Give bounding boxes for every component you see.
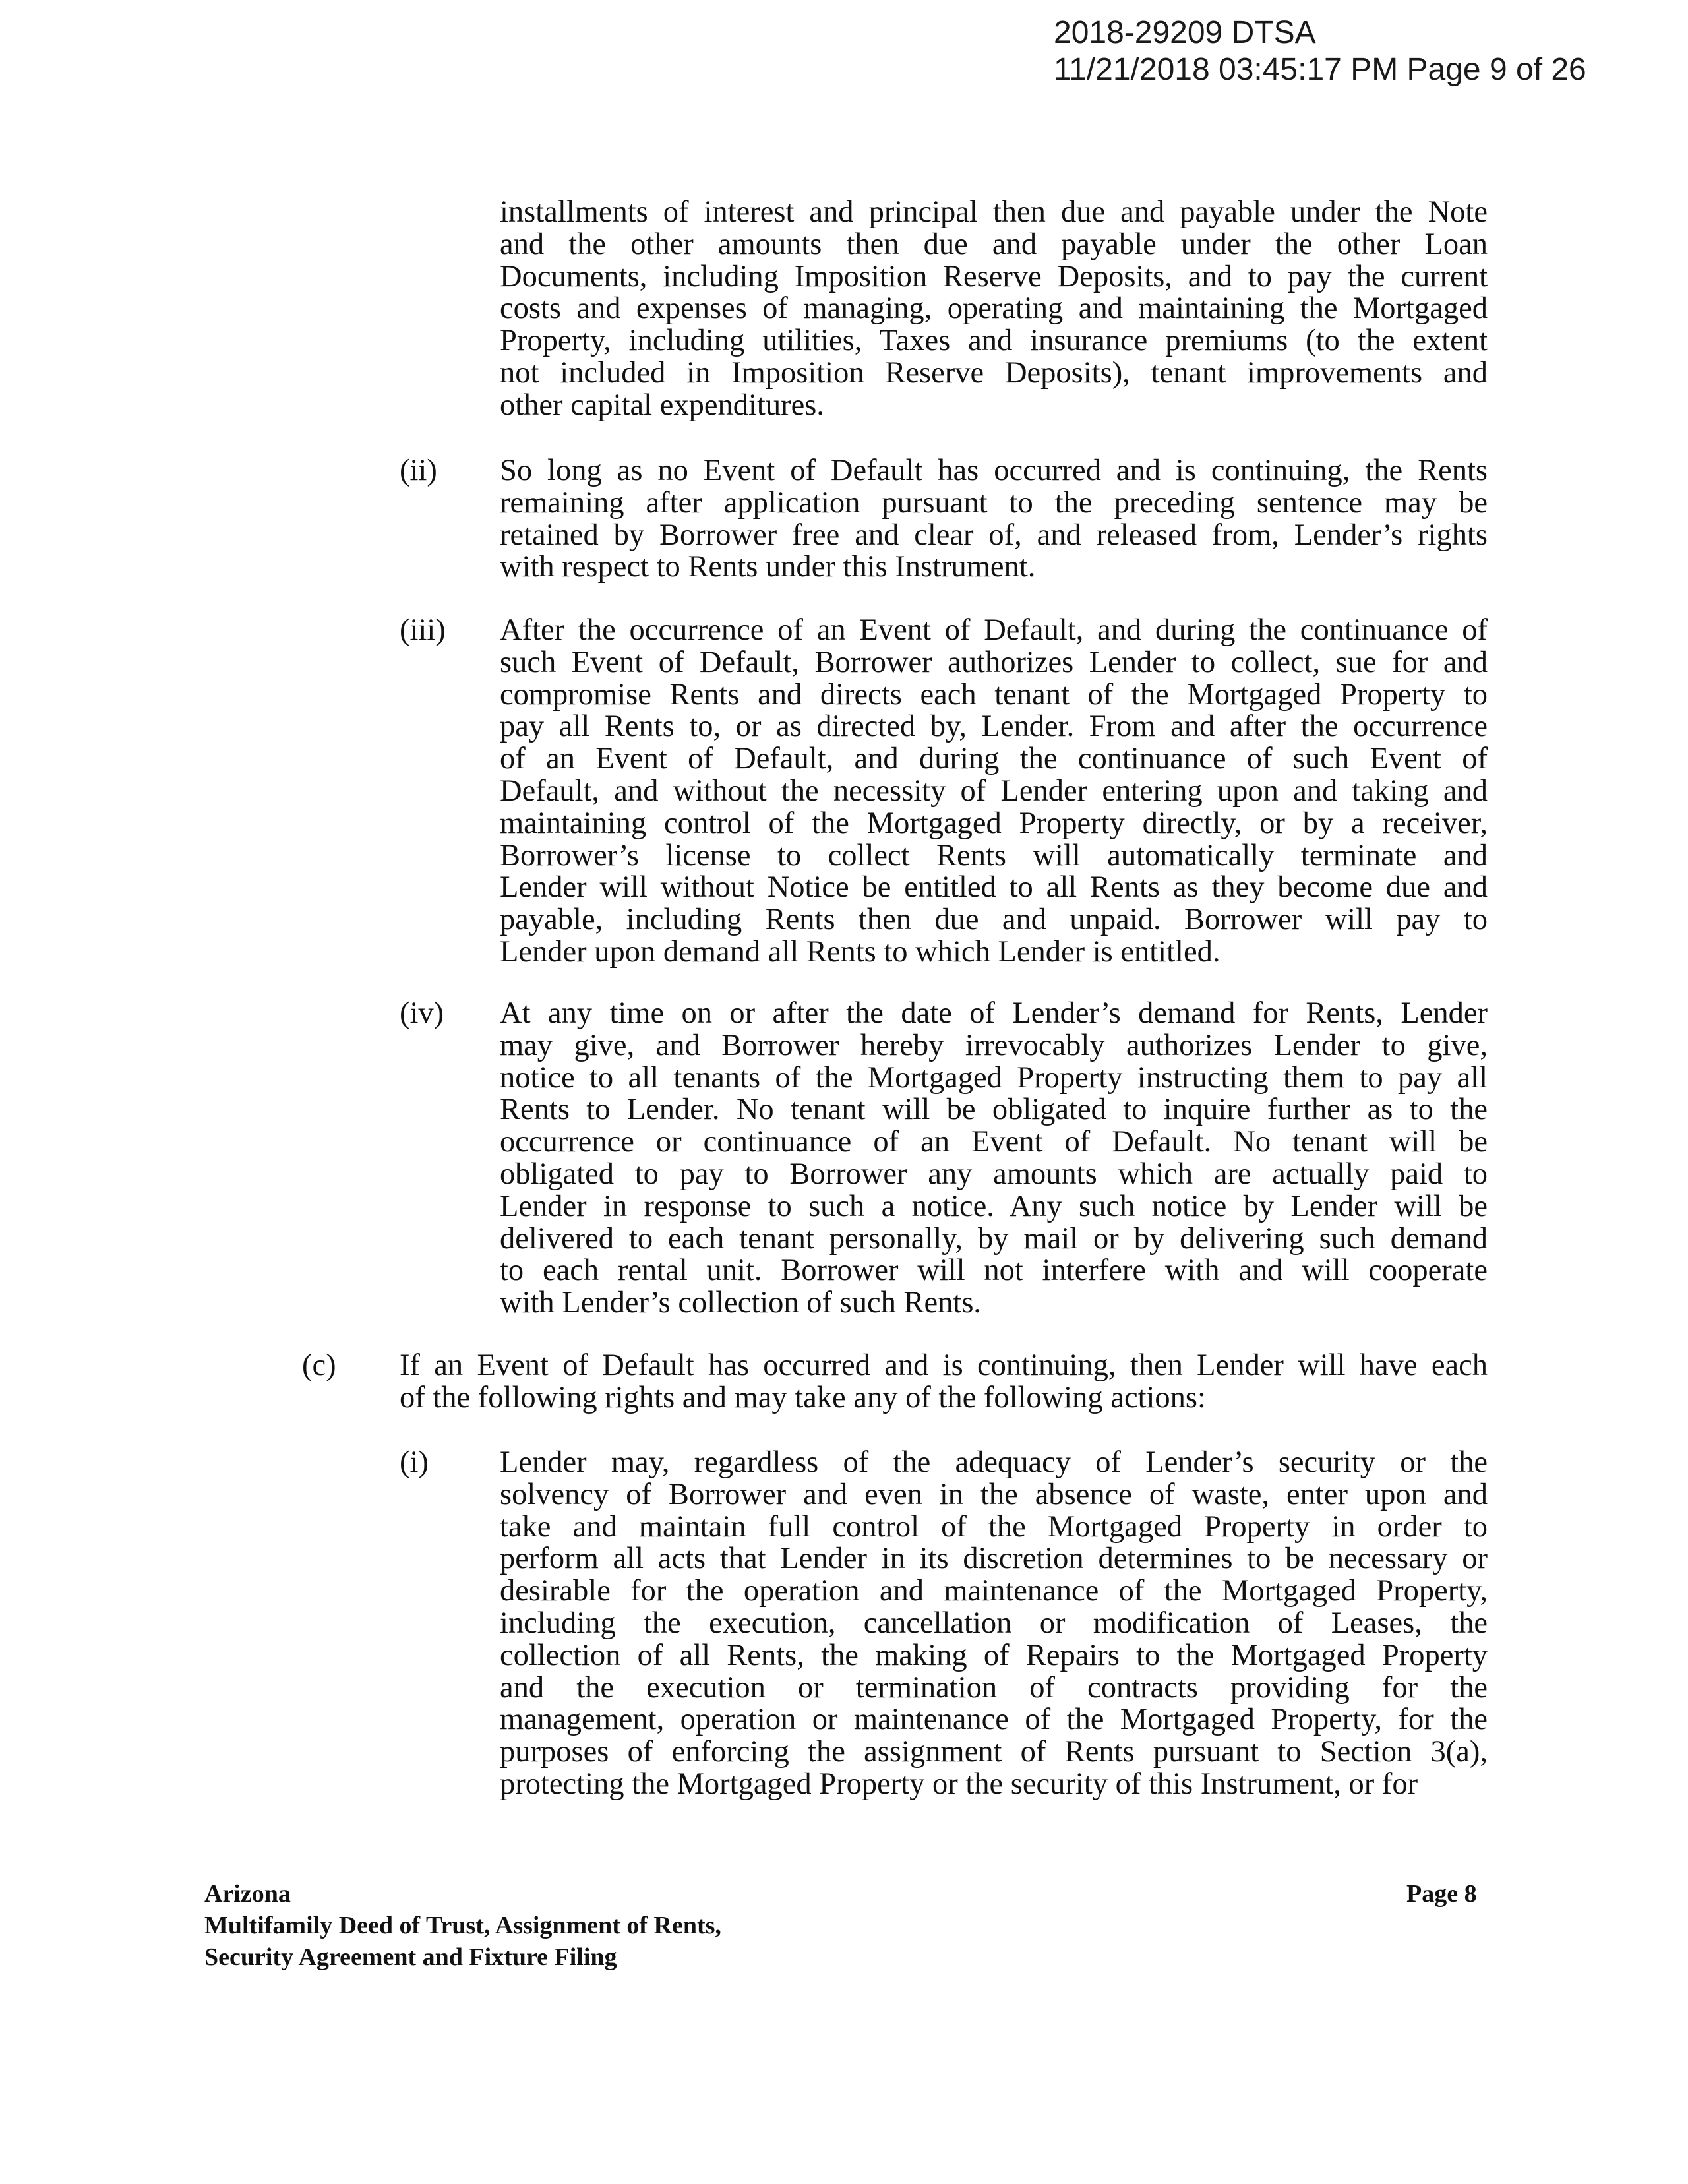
- text-line: with Lender’s collection of such Rents.: [500, 1286, 982, 1320]
- text-line: may give, and Borrower hereby irrevocably authorizes Lender to give,: [500, 1028, 1488, 1062]
- text-line: and the other amounts then due and payable under the other Loan: [500, 227, 1488, 261]
- text-line: obligated to pay to Borrower any amounts which are actually paid to: [500, 1157, 1488, 1191]
- text-line: including the execution, cancellation or modification of Leases, the: [500, 1606, 1488, 1640]
- text-line: delivered to each tenant personally, by mail or by delivering such demand: [500, 1221, 1488, 1256]
- text-line: with respect to Rents under this Instrument.: [500, 550, 1036, 584]
- footer-page-number: Page 8: [1406, 1880, 1477, 1908]
- text-line: such Event of Default, Borrower authorizes Lender to collect, sue for and: [500, 645, 1488, 679]
- item-number-c: (c): [302, 1349, 336, 1382]
- text-line: of an Event of Default, and during the continuance of such Event of: [500, 742, 1488, 776]
- text-line: management, operation or maintenance of the Mortgaged Property, for the: [500, 1703, 1488, 1737]
- recording-stamp: [1054, 15, 1586, 88]
- text-line: desirable for the operation and maintenance of the Mortgaged Property,: [500, 1574, 1488, 1608]
- paragraph-c: [400, 1350, 1488, 1414]
- text-line: At any time on or after the date of Lender’s demand for Rents, Lender: [500, 996, 1488, 1030]
- text-line: of the following rights and may take any of the following actions:: [400, 1380, 1206, 1414]
- text-line: Documents, including Imposition Reserve Deposits, and to pay the current: [500, 259, 1488, 293]
- text-line: perform all acts that Lender in its discretion determines to be necessary or: [500, 1542, 1488, 1576]
- text-line: take and maintain full control of the Mortgaged Property in order to: [500, 1509, 1488, 1544]
- text-line: not included in Imposition Reserve Deposits), tenant improvements and: [500, 355, 1488, 390]
- text-line: costs and expenses of managing, operating and maintaining the Mortgaged: [500, 291, 1488, 326]
- item-number-iii: (iii): [400, 613, 446, 647]
- text-line: So long as no Event of Default has occurred and is continuing, the Rents: [500, 454, 1488, 487]
- text-line: Rents to Lender. No tenant will be obligated to inquire further as to the: [500, 1093, 1488, 1127]
- footer-state: Arizona: [204, 1880, 291, 1908]
- text-line: Lender may, regardless of the adequacy of Lender’s security or the: [500, 1445, 1488, 1479]
- footer-title-line-1: Multifamily Deed of Trust, Assignment of Rents,: [204, 1912, 721, 1939]
- document-number: 2018-29209 DTSA: [1054, 15, 1316, 50]
- text-line: notice to all tenants of the Mortgaged Property instructing them to pay all: [500, 1060, 1488, 1095]
- text-line: collection of all Rents, the making of Repairs to the Mortgaged Property: [500, 1638, 1488, 1672]
- recording-timestamp: 11/21/2018 03:45:17 PM Page 9 of 26: [1054, 52, 1586, 87]
- text-line: payable, including Rents then due and unpaid. Borrower will pay to: [500, 903, 1488, 937]
- text-line: If an Event of Default has occurred and is continuing, then Lender will have each: [400, 1349, 1488, 1382]
- text-line: maintaining control of the Mortgaged Property directly, or by a receiver,: [500, 806, 1488, 840]
- paragraph-iii: [500, 615, 1488, 969]
- footer-title-line-2: Security Agreement and Fixture Filing: [204, 1943, 617, 1971]
- item-number-ii: (ii): [400, 454, 437, 487]
- text-line: occurrence or continuance of an Event of Default. No tenant will be: [500, 1125, 1488, 1159]
- text-line: remaining after application pursuant to the preceding sentence may be: [500, 485, 1488, 520]
- text-line: installments of interest and principal then due and payable under the Note: [500, 195, 1488, 229]
- text-line: to each rental unit. Borrower will not interfere with and will cooperate: [500, 1254, 1488, 1288]
- text-line: pay all Rents to, or as directed by, Lender. From and after the occurrence: [500, 710, 1488, 744]
- text-line: Lender upon demand all Rents to which Lender is entitled.: [500, 934, 1221, 969]
- text-line: compromise Rents and directs each tenant of the Mortgaged Property to: [500, 677, 1488, 712]
- paragraph-ii: [500, 455, 1488, 584]
- text-line: Lender will without Notice be entitled to all Rents as they become due and: [500, 870, 1488, 905]
- item-number-iv: (iv): [400, 996, 444, 1030]
- text-line: Default, and without the necessity of Lender entering upon and taking and: [500, 774, 1488, 808]
- text-line: other capital expenditures.: [500, 388, 824, 422]
- continuation-paragraph: [500, 197, 1488, 422]
- paragraph-c-i: [500, 1447, 1488, 1801]
- text-line: purposes of enforcing the assignment of Rents pursuant to Section 3(a),: [500, 1735, 1488, 1769]
- text-line: and the execution or termination of contracts providing for the: [500, 1670, 1488, 1705]
- text-line: Lender in response to such a notice. Any such notice by Lender will be: [500, 1189, 1488, 1223]
- paragraph-iv: [500, 998, 1488, 1320]
- text-line: After the occurrence of an Event of Default, and during the continuance of: [500, 613, 1488, 647]
- text-line: solvency of Borrower and even in the absence of waste, enter upon and: [500, 1477, 1488, 1511]
- text-line: Property, including utilities, Taxes and insurance premiums (to the extent: [500, 324, 1488, 358]
- text-line: protecting the Mortgaged Property or the security of this Instrument, or for: [500, 1767, 1418, 1801]
- text-line: Borrower’s license to collect Rents will automatically terminate and: [500, 838, 1488, 872]
- text-line: retained by Borrower free and clear of, and released from, Lender’s rights: [500, 518, 1488, 552]
- item-number-c-i: (i): [400, 1445, 429, 1479]
